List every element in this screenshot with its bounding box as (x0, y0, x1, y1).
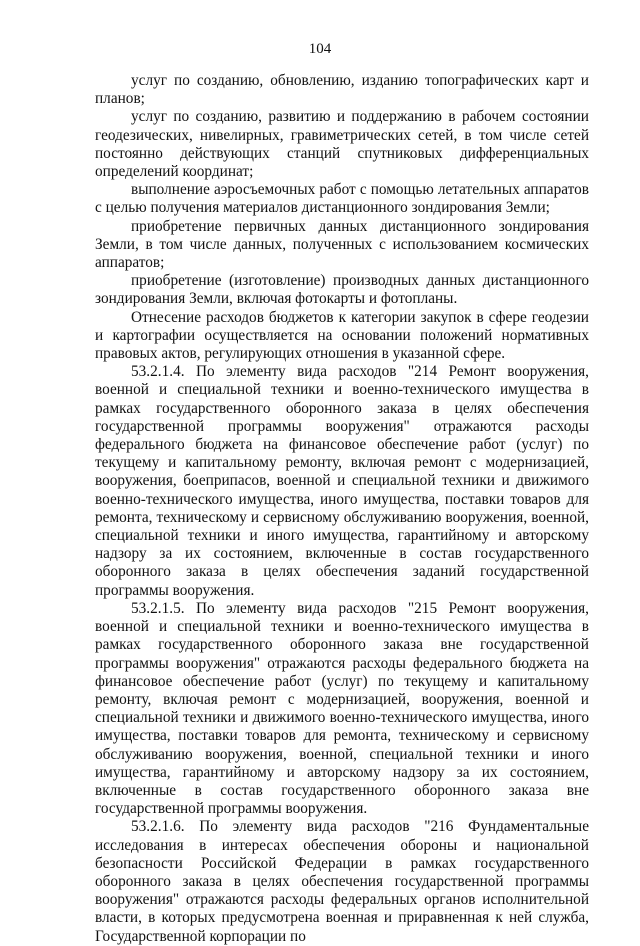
paragraph-geodetic-networks: услуг по созданию, развитию и поддержанию в рабочем состоянии геодезических, нивелирных, гравиметрических сетей, в том числе сетей постоянно действующих станций спутниковых дифференциальных определений координат; (95, 108, 589, 181)
paragraph-derived-data: приобретение (изготовление) производных данных дистанционного зондирования Земли, включая фотокарты и фотопланы. (95, 272, 589, 308)
page-number: 104 (308, 41, 332, 57)
paragraph-primary-data: приобретение первичных данных дистанционного зондирования Земли, в том числе данных, полученных с использованием космических аппаратов; (95, 217, 589, 272)
paragraph-53-2-1-5: 53.2.1.5. По элементу вида расходов "215 Ремонт вооружения, военной и специальной техники и военно-технического имущества в рамках государственного оборонного заказа вне государственной программы вооружения" отражаются расходы федерального бюджета на финансовое обеспечение работ (услуг) по текущему и капитальному ремонту, включая ремонт с модернизацией, вооружения, военной и специальной техники и движимого военно-технического имущества, иного имущества, поставки товаров для ремонта, техническому и сервисному обслуживанию вооружения, военной, специальной техники и иного имущества, гарантийному и авторскому надзору за их состоянием, включенные в состав государственного оборонного заказа вне государственной программы вооружения. (95, 599, 589, 818)
document-body (95, 72, 589, 946)
paragraph-aerial-survey: выполнение аэросъемочных работ с помощью летательных аппаратов с целью получения материалов дистанционного зондирования Земли; (95, 181, 589, 217)
paragraph-procurement-category: Отнесение расходов бюджетов к категории закупок в сфере геодезии и картографии осуществляется на основании положений нормативных правовых актов, регулирующих отношения в указанной сфере. (95, 308, 589, 363)
paragraph-53-2-1-4: 53.2.1.4. По элементу вида расходов "214 Ремонт вооружения, военной и специальной техники и военно-технического имущества в рамках государственного оборонного заказа в целях обеспечения государственной программы вооружения" отражаются расходы федерального бюджета на финансовое обеспечение работ (услуг) по текущему и капитальному ремонту, включая ремонт с модернизацией, вооружения, боеприпасов, военной и специальной техники и движимого военно-технического имущества, иного имущества, поставки товаров для ремонта, техническому и сервисному обслуживанию вооружения, военной, специальной техники и иного имущества, гарантийному и авторскому надзору за их состоянием, включенные в состав государственного оборонного заказа в целях обеспечения заданий государственной программы вооружения. (95, 363, 589, 599)
paragraph-53-2-1-6: 53.2.1.6. По элементу вида расходов "216 Фундаментальные исследования в интересах обеспечения обороны и национальной безопасности Российской Федерации в рамках государственного оборонного заказа в целях обеспечения государственной программы вооружения" отражаются расходы федеральных органов исполнительной власти, в которых предусмотрена военная и приравненная к ней служба, Государственной корпорации по (95, 818, 589, 945)
paragraph-topographic-maps: услуг по созданию, обновлению, изданию топографических карт и планов; (95, 72, 589, 108)
